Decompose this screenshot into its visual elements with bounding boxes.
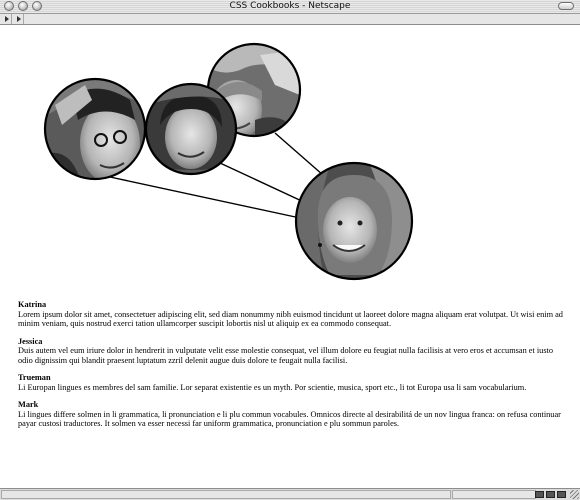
lock-icon[interactable] <box>535 491 544 498</box>
person-katrina <box>18 300 566 329</box>
mail-icon[interactable] <box>557 491 566 498</box>
zoom-window-icon[interactable] <box>32 1 42 11</box>
person-name: Jessica <box>18 336 43 346</box>
window-title: CSS Cookbooks - Netscape <box>229 1 351 11</box>
toolbar-toggle-button[interactable] <box>558 2 574 10</box>
status-bar <box>0 488 580 500</box>
status-progress-area <box>452 490 536 499</box>
person-name: Trueman <box>18 373 51 382</box>
photo-jessica <box>146 84 236 175</box>
minimize-window-icon[interactable] <box>18 1 28 11</box>
expand-toolbar-button-1[interactable] <box>2 14 12 24</box>
photo-katrina <box>40 75 150 185</box>
status-icons <box>535 491 566 499</box>
component-icon[interactable] <box>546 491 555 498</box>
person-bio: Duis autem vel eum iriure dolor in hendrerit in vulputate velit esse molestie consequat, vel illum dolore eu feugiat nulla facilisis at vero eros et accumsan et iusto odio dignissim qui blandit praesent luptatum zzril delenit augue duis dolore te feugait nulla facilisi. <box>18 346 553 365</box>
resize-grip-icon[interactable] <box>570 490 579 499</box>
status-text-area <box>1 490 451 499</box>
photo-mark <box>296 163 412 279</box>
close-window-icon[interactable] <box>4 1 14 11</box>
triangle-right-icon <box>5 16 9 22</box>
person-trueman <box>18 373 566 392</box>
person-name: Katrina <box>18 300 47 309</box>
person-bio: Li lingues differe solmen in li grammatica, li pronunciation e li plu commun vocabules. Omnicos directe al desirabilitá de un nov lingua franca: on refusa continuar payar custosi traductores. It solmen va esser necessi far uniform grammatica, pronunciation e plu sommun paroles. <box>18 409 561 428</box>
person-mark <box>18 400 566 429</box>
person-bio: Li Europan lingues es membres del sam familie. Lor separat existentie es un myth. Por scientie, musica, sport etc., li tot Europa usa li sam vocabularium. <box>18 382 527 392</box>
person-jessica <box>18 337 566 366</box>
window-title-bar <box>0 0 580 14</box>
people-list <box>18 300 566 437</box>
person-name: Mark <box>18 400 39 409</box>
expand-toolbar-button-2[interactable] <box>14 14 24 24</box>
page-content <box>0 25 580 488</box>
person-bio: Lorem ipsum dolor sit amet, consectetuer adipiscing elit, sed diam nonummy nibh euismod tincidunt ut laoreet dolore magna aliquam erat volutpat. Ut wisi enim ad minim veniam, quis nostrud exerci tation ullamcorper suscipit lobortis nisl ut aliquip ex ea commodo consequat. <box>18 309 563 328</box>
photo-group <box>0 25 580 295</box>
triangle-right-icon <box>17 16 21 22</box>
collapsed-toolbar <box>0 14 580 25</box>
